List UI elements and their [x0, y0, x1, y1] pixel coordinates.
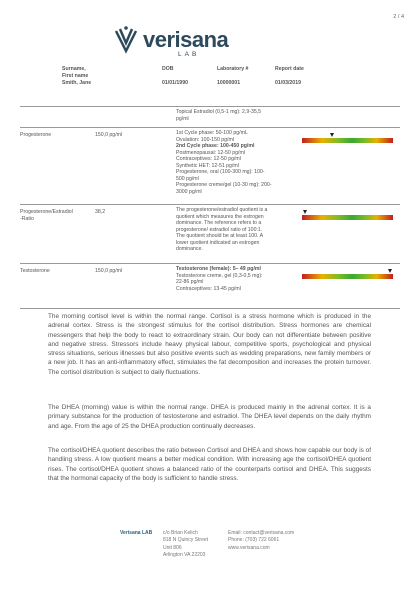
footer-email: Email: contact@verisana.com — [228, 530, 295, 536]
results-table — [20, 107, 400, 309]
range-indicator-bar — [302, 274, 393, 279]
reference-range — [176, 266, 296, 292]
parameter-value: 150,0 pg/ml — [95, 132, 123, 138]
footer-website: www.verisana.com — [228, 544, 270, 551]
reference-line: pg/ml — [176, 115, 189, 122]
level-marker-icon — [330, 133, 334, 137]
footer-address-line: 818 N Quincy Street — [163, 537, 209, 544]
reference-line: Ovulation: 100-150 pg/ml — [176, 136, 234, 143]
reference-line: The progesterone/estradiol quotient is a — [176, 207, 268, 213]
footer-address — [163, 530, 208, 559]
reference-line: 1st Cycle phase: 50-100 pg/mL — [176, 130, 248, 136]
reference-line: 2nd Cycle phase: 100-450 pg/ml — [176, 143, 255, 149]
reference-line: Progesterone creme/gel (10-30 mg): 200- — [176, 182, 272, 188]
range-indicator-bar — [302, 138, 393, 143]
patient-dob: 01/01/1990 — [162, 80, 188, 86]
level-marker-icon — [303, 210, 307, 214]
reference-line: Postmenopausal: 12-50 pg/ml — [176, 149, 245, 156]
page-number: 2 / 4 — [393, 14, 404, 20]
report-date: 01/03/2019 — [275, 80, 301, 86]
logo-wordmark: verisana — [143, 27, 229, 52]
cortisol-paragraph: The morning cortisol level is within the normal range. Cortisol is a stress hormone which is produced in the adrenal cortex. Stress is the strongest stimulus for the cortisol distribution. Stress hormones are chemical messengers that help the body to react to extraordinary strain. Our body can not differentiate between positive and negative stress. Stressors include heavy physical labour, competitive sports, psychological and physical stress situations, serious illnesses but also positive events such as wedding preparations, new family members or a new job. It has an anti-inflammatory effect, stimulates the fat decomposition and increases the protein turnover. The cortisol distribution is subject to daily fluctuations. — [48, 313, 371, 376]
range-indicator-bar — [302, 215, 393, 220]
parameter-name: Testosterone — [20, 268, 50, 274]
reference-line: Testosterone creme, gel (0,3-0,5 mg): — [176, 272, 263, 279]
patient-name: Smith, Jane — [62, 80, 92, 86]
report-date-header: Report date — [275, 66, 304, 72]
cortisol-dhea-paragraph: The cortisol/DHEA quotient describes the ratio between Cortisol and DHEA and shows how capable our body is of handling stress. A low quotient means a better medical condition. With increasing age the cortisol/DHEA quotient rises. The cortisol/DHEA quotient shows a balanced ratio of the counterparts cortisol and DHEA. This suggests that the hormonal capacity of the body is sufficient to handle stress. — [48, 447, 371, 482]
logo-mark-icon — [110, 25, 142, 57]
reference-line: Topical Estradiol (0,5-1 mg): 2,9-35,5 — [176, 109, 262, 115]
reference-range — [176, 109, 296, 122]
reference-line: dominance. The reference refers to a — [176, 220, 262, 226]
table-row — [20, 128, 400, 205]
parameter-value: 150,0 pg/ml — [95, 268, 123, 274]
lab-number: 10000001 — [217, 80, 241, 86]
footer-company: Verisana LAB — [120, 530, 153, 536]
reference-line: Synthetic HET: 12-51 pg/ml — [176, 162, 239, 169]
logo-sub: LAB — [178, 51, 200, 58]
dhea-paragraph: The DHEA (morning) value is within the normal range. DHEA is produced mainly in the adrenal cortex. It is a primary substance for the production of testosterone and estradiol. The DHEA level depends on the daily rhythm and age. From the age of 25 the DHEA production continually decreases. — [48, 404, 371, 430]
footer-address-line: c/o Brian Kelich — [163, 530, 198, 536]
reference-line: Testosterone (female): 5– 49 pg/ml — [176, 266, 261, 272]
lab-number-header: Laboratory # — [217, 66, 249, 72]
verisana-logo — [110, 25, 260, 61]
reference-line: dominance. — [176, 246, 203, 252]
level-marker-icon — [388, 269, 392, 273]
footer-address-line: Unit 806 — [163, 544, 182, 551]
reference-line: Contraceptives: 13-45 pg/ml — [176, 285, 241, 292]
dob-header: DOB — [162, 66, 174, 72]
table-row — [20, 264, 400, 309]
footer-contact — [228, 530, 294, 552]
footer-address-line: Arlington VA 22203 — [163, 551, 206, 558]
reference-line: 500 pg/ml — [176, 175, 199, 182]
footer-phone: Phone: (703) 722 6061 — [228, 537, 280, 544]
reference-range — [176, 207, 296, 253]
reference-range — [176, 130, 296, 195]
parameter-value: 38,2 — [95, 209, 106, 215]
reference-line: Contraceptives: 12-50 pg/ml — [176, 156, 241, 162]
reference-line: quotient which measures the estrogen — [176, 213, 264, 220]
reference-line: The quotient should be at least 100. A — [176, 233, 264, 239]
reference-line: lower quotient indicated an estrogen — [176, 239, 260, 246]
table-row — [20, 107, 400, 128]
parameter-name: Progesterone — [20, 132, 52, 138]
parameter-name: Progesterone/Estradiol -Ratio — [20, 209, 73, 222]
name-header: Surname, First name — [62, 66, 89, 80]
reference-line: 22-86 pg/ml — [176, 279, 204, 285]
table-row — [20, 205, 400, 264]
reference-line: 3000 pg/ml — [176, 188, 202, 195]
reference-line: Progesterone, oral (100-300 mg): 100- — [176, 169, 265, 175]
reference-line: progesterone/ estradiol ratio of 100:1. — [176, 226, 263, 233]
